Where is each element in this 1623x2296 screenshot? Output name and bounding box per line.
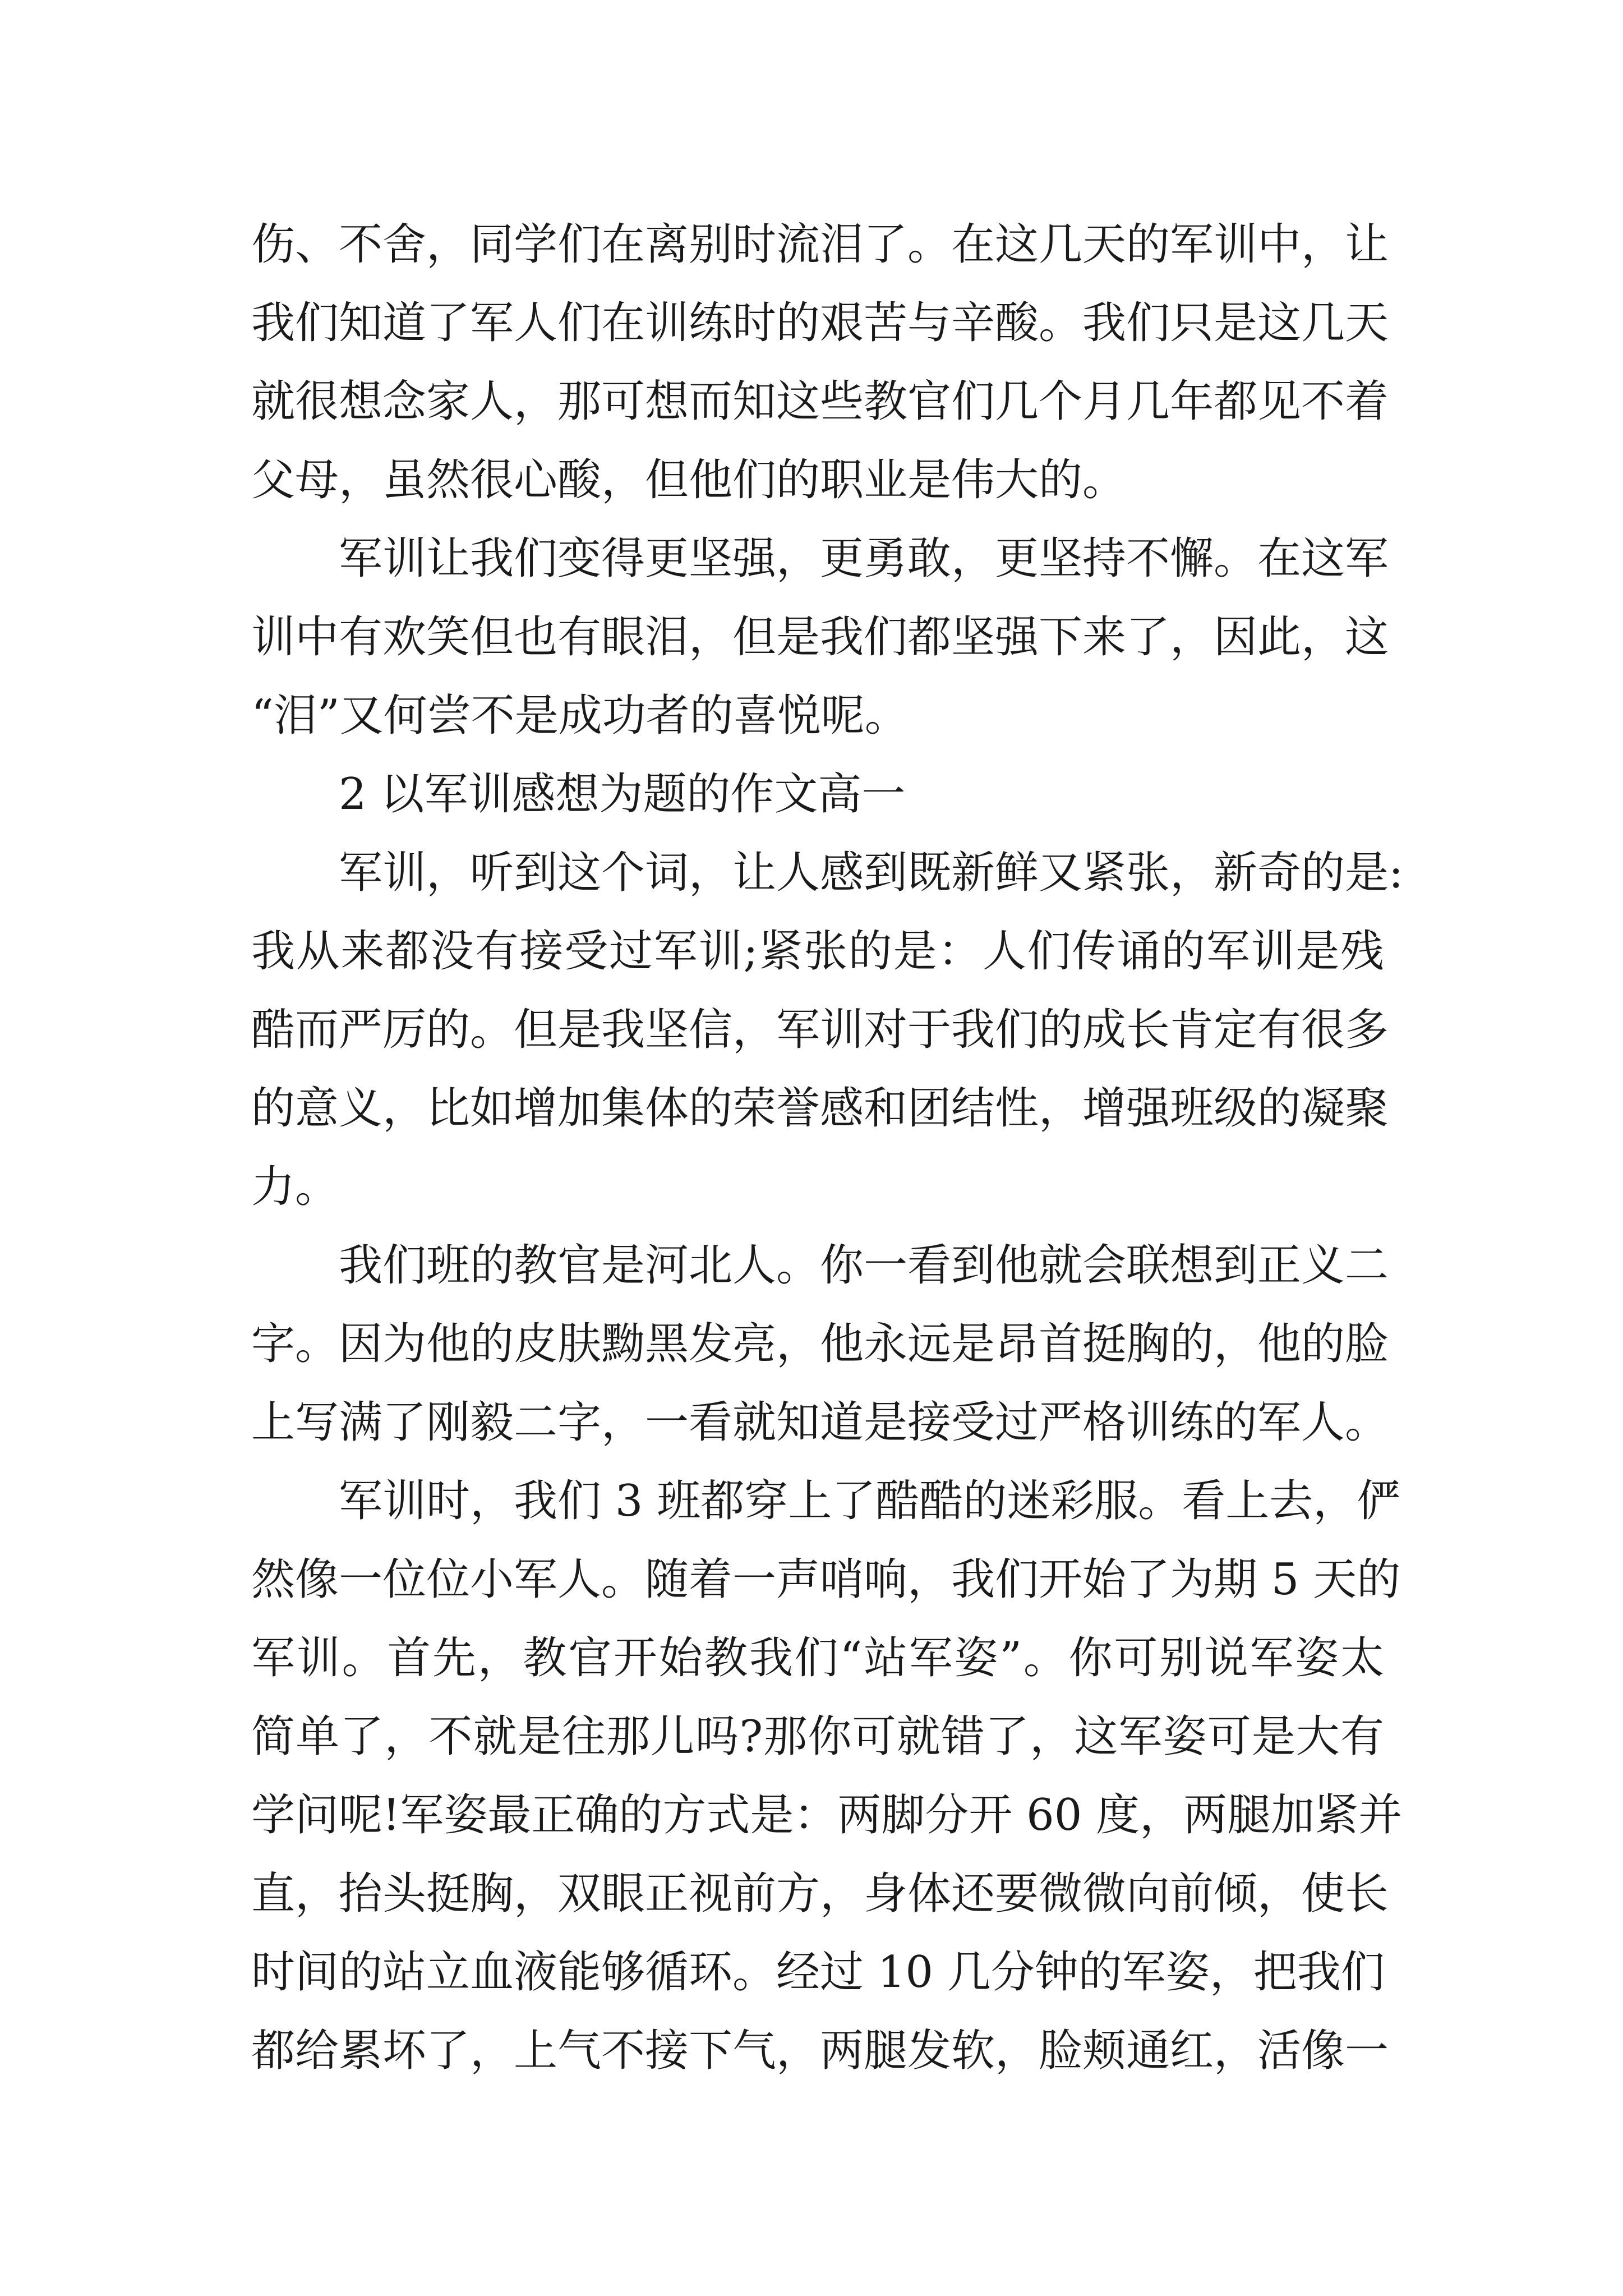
text-line: 都给累坏了，上气不接下气，两腿发软，脸颊通红，活像一 <box>251 2026 1389 2076</box>
text-line: 伤、不舍，同学们在离别时流泪了。在这几天的军训中，让 <box>251 219 1389 270</box>
text-line: 上写满了刚毅二字，一看就知道是接受过严格训练的军人。 <box>251 1397 1389 1448</box>
text-line: 我们班的教官是河北人。你一看到他就会联想到正义二 <box>339 1240 1389 1291</box>
text-line: 然像一位位小军人。随着一声哨响，我们开始了为期 5 天的 <box>251 1554 1401 1605</box>
text-line: 我们知道了军人们在训练时的艰苦与辛酸。我们只是这几天 <box>251 298 1389 348</box>
text-line: 军训，听到这个词，让人感到既新鲜又紧张，新奇的是: <box>339 848 1404 898</box>
text-line: 训中有欢笑但也有眼泪，但是我们都坚强下来了，因此，这 <box>251 612 1389 662</box>
text-line: 酷而严厉的。但是我坚信，军训对于我们的成长肯定有很多 <box>251 1005 1389 1055</box>
text-line: 的意义，比如增加集体的荣誉感和团结性，增强班级的凝聚 <box>251 1083 1389 1134</box>
section-heading: 2 以军训感想为题的作文高一 <box>339 769 906 820</box>
text-line: 简单了，不就是往那儿吗?那你可就错了，这军姿可是大有 <box>251 1711 1384 1762</box>
text-line: 学问呢!军姿最正确的方式是：两脚分开 60 度，两腿加紧并 <box>251 1790 1403 1841</box>
text-line: 父母，虽然很心酸，但他们的职业是伟大的。 <box>251 455 1127 505</box>
text-line: 直，抬头挺胸，双眼正视前方，身体还要微微向前倾，使长 <box>251 1869 1389 1919</box>
text-line: 字。因为他的皮肤黝黑发亮，他永远是昂首挺胸的，他的脸 <box>251 1319 1389 1369</box>
text-line: 时间的站立血液能够循环。经过 10 几分钟的军姿，把我们 <box>251 1947 1385 1998</box>
text-line: 军训时，我们 3 班都穿上了酷酷的迷彩服。看上去，俨 <box>339 1476 1401 1526</box>
text-line: 军训。首先，教官开始教我们“站军姿”。你可别说军姿太 <box>251 1633 1384 1683</box>
text-line: 军训让我们变得更坚强，更勇敢，更坚持不懈。在这军 <box>339 533 1389 584</box>
text-line: 力。 <box>251 1162 339 1212</box>
text-line: 就很想念家人，那可想而知这些教官们几个月几年都见不着 <box>251 376 1389 427</box>
text-line: 我从来都没有接受过军训;紧张的是：人们传诵的军训是残 <box>251 926 1384 977</box>
text-line: “泪”又何尝不是成功者的喜悦呢。 <box>251 691 909 741</box>
